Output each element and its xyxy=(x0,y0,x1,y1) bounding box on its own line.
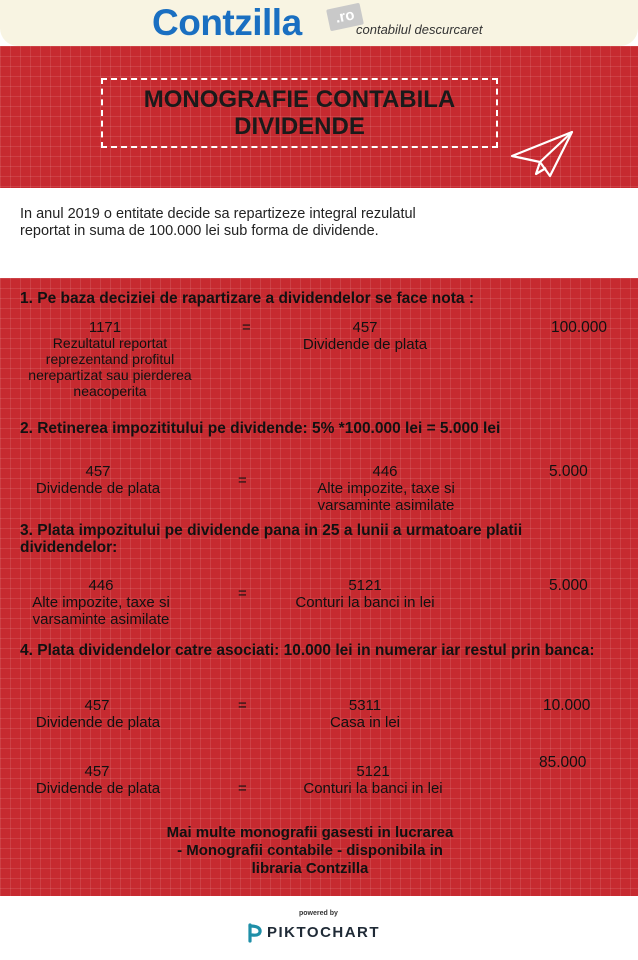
s3-credit-code: 5121 xyxy=(348,577,382,594)
s4a-equals: = xyxy=(238,697,247,714)
footer-note-line2: - Monografii contabile - disponibila in xyxy=(177,842,443,859)
s2-credit-code: 446 xyxy=(372,463,398,480)
s4a-amount: 10.000 xyxy=(543,697,591,714)
s1-credit-code: 457 xyxy=(352,319,378,336)
main-section xyxy=(0,278,638,896)
s4a-debit-code: 457 xyxy=(84,697,110,714)
section-1-title: 1. Pe baza deciziei de rapartizare a dividendelor se face nota : xyxy=(20,290,474,307)
s4a-credit-code: 5311 xyxy=(348,697,382,714)
s1-amount: 100.000 xyxy=(551,319,608,336)
intro-text: In anul 2019 o entitate decide sa repartizeze integral rezulatul reportat in suma de 100.000 lei sub forma de dividende. xyxy=(20,206,416,239)
s3-amount: 5.000 xyxy=(549,577,588,594)
s1-equals: = xyxy=(242,319,251,336)
s3-equals: = xyxy=(238,585,247,602)
s1-credit-label: Dividende de plata xyxy=(302,336,428,353)
s1-debit-code: 1171 xyxy=(88,319,122,336)
logo-text: Contzilla xyxy=(152,2,302,43)
title-box xyxy=(101,78,498,148)
s4b-amount: 85.000 xyxy=(539,754,587,771)
section-2-title: 2. Retinerea impozititului pe dividende: 5% *100.000 lei = 5.000 lei xyxy=(20,420,501,437)
logo-badge: .ro xyxy=(326,3,364,32)
powered-by-label: powered by xyxy=(299,910,338,917)
s4a-debit-label: Dividende de plata xyxy=(35,714,161,731)
s4b-credit-label: Conturi la banci in lei xyxy=(303,780,443,797)
footer-note xyxy=(110,824,510,878)
logo-tagline: contabilul descurcaret xyxy=(356,22,483,37)
section-4-title: 4. Plata dividendelor catre asociati: 10.000 lei in numerar iar restul prin banca: xyxy=(20,642,595,659)
s4b-debit-code: 457 xyxy=(84,763,110,780)
s4a-credit-label: Casa in lei xyxy=(329,714,401,731)
s2-equals: = xyxy=(238,472,247,489)
section-3-title: 3. Plata impozitului pe dividende pana in 25 a lunii a urmatoare platii dividendelor: xyxy=(20,522,523,556)
s3-credit-label: Conturi la banci in lei xyxy=(295,594,435,611)
page-title-line1: MONOGRAFIE CONTABILA xyxy=(143,86,456,113)
s1-debit-label: Rezultatul reportat reprezentand profitul nerepartizat sau pierderea neacoperita xyxy=(28,335,192,399)
s4b-equals: = xyxy=(238,780,247,797)
s4b-debit-label: Dividende de plata xyxy=(35,780,161,797)
piktochart-logo-icon[interactable] xyxy=(247,923,263,943)
paper-plane-icon xyxy=(510,130,576,180)
footer-note-line1: Mai multe monografii gasesti in lucrarea xyxy=(166,824,454,841)
s2-debit-code: 457 xyxy=(85,463,111,480)
intro-section xyxy=(0,188,638,278)
footer-note-line3: libraria Contzilla xyxy=(251,860,369,877)
s2-credit-label: Alte impozite, taxe si varsaminte asimilate xyxy=(317,480,455,514)
header-band xyxy=(0,46,638,188)
powered-by-footer xyxy=(0,896,638,960)
s2-debit-label: Dividende de plata xyxy=(35,480,161,497)
s3-debit-label: Alte impozite, taxe si varsaminte asimilate xyxy=(32,594,170,628)
piktochart-brand[interactable]: PIKTOCHART xyxy=(267,924,381,941)
s4b-credit-code: 5121 xyxy=(356,763,390,780)
logo-bar xyxy=(0,0,638,46)
s2-amount: 5.000 xyxy=(549,463,588,480)
s3-debit-code: 446 xyxy=(88,577,114,594)
page-title-line2: DIVIDENDE xyxy=(234,113,365,140)
